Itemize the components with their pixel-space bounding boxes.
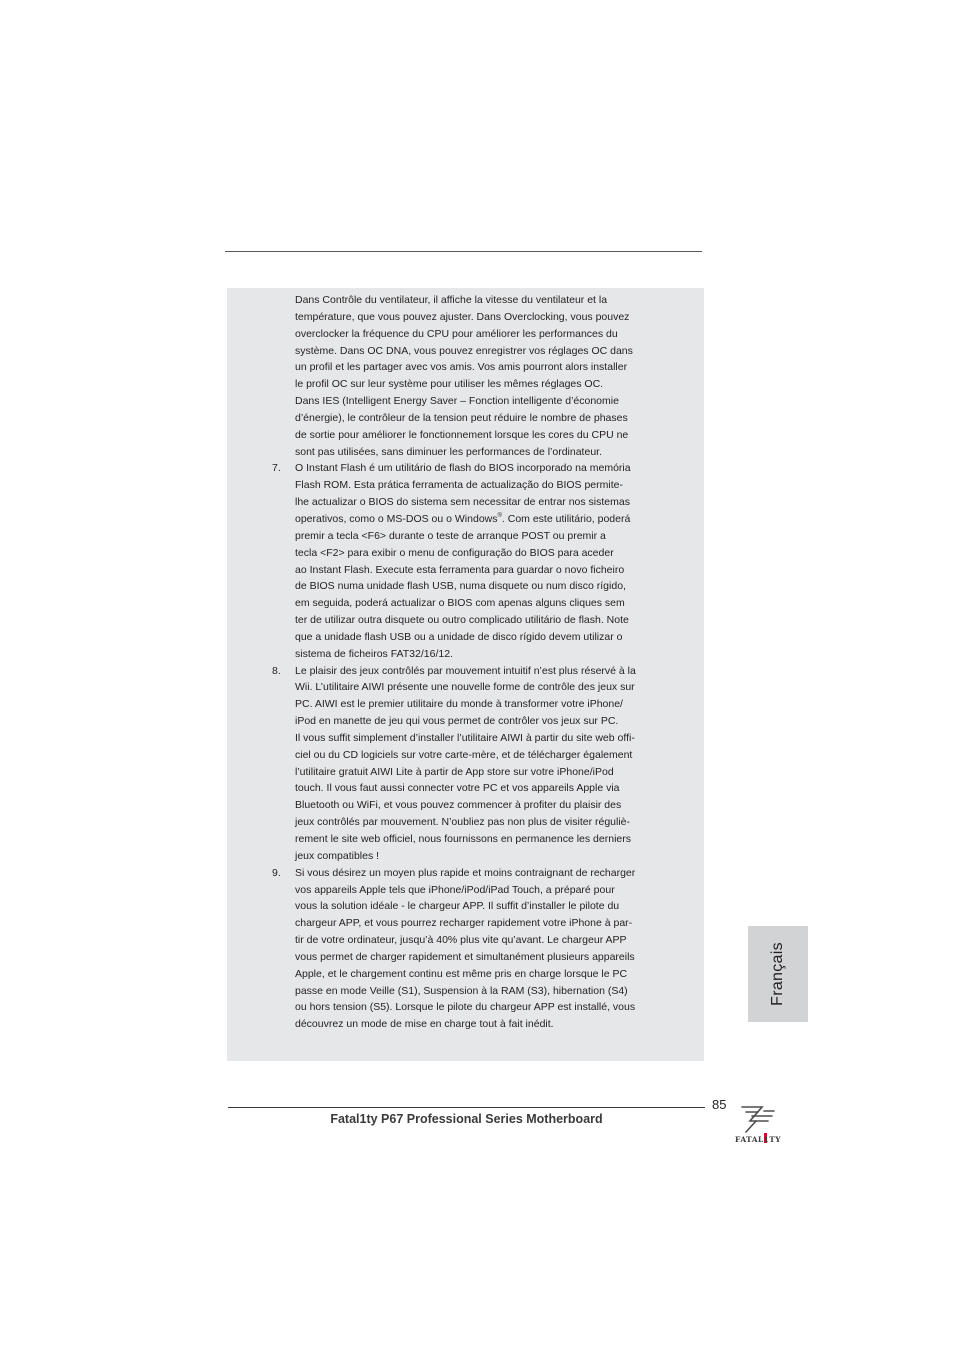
text-line: O Instant Flash é um utilitário de flash do BIOS incorporado na memória — [295, 462, 631, 475]
text-line: tir de votre ordinateur, jusqu’à 40% plus vite qu’avant. Le chargeur APP — [295, 934, 627, 947]
fatal1ty-logo-icon — [728, 1102, 788, 1146]
text-line: Dans IES (Intelligent Energy Saver – Fonction intelligente d’économie — [295, 395, 619, 408]
text-line: touch. Il vous faut aussi connecter votre PC et vos appareils Apple via — [295, 782, 620, 795]
text-segment: . Com este utilitário, poderá — [501, 512, 631, 525]
body-text — [227, 292, 704, 1033]
list-item-9 — [227, 865, 704, 1033]
text-line: que a unidade flash USB ou a unidade de disco rígido devem utilizar o — [295, 630, 623, 643]
page-number: 85 — [712, 1097, 727, 1112]
text-line: iPod en manette de jeu qui vous permet de contrôler vos jeux sur PC. — [295, 715, 619, 728]
list-number: 9. — [272, 866, 281, 879]
text-line: l’utilitaire gratuit AIWI Lite à partir de App store sur votre iPhone/iPod — [295, 765, 614, 778]
text-line: Apple, et le chargement continu est même pris en charge lorsque le PC — [295, 967, 628, 980]
text-line: découvrez un mode de mise en charge tout à fait inédit. — [295, 1018, 554, 1031]
footer-title: Fatal1ty P67 Professional Series Motherboard — [330, 1112, 603, 1126]
text-line: sistema de ficheiros FAT32/16/12. — [295, 647, 453, 660]
text-line: sont pas utilisées, sans diminuer les performances de l’ordinateur. — [295, 445, 602, 458]
text-line: un profil et les partager avec vos amis. Vos amis pourront alors installer — [295, 361, 628, 374]
text-line: jeux contrôlés par mouvement. N’oubliez pas non plus de visiter réguliè- — [295, 816, 631, 829]
text-line: Dans Contrôle du ventilateur, il affiche la vitesse du ventilateur et la — [295, 294, 608, 306]
text-line: le profil OC sur leur système pour utiliser les mêmes réglages OC. — [295, 378, 604, 391]
text-line: lhe actualizar o BIOS do sistema sem necessitar de entrar nos sistemas — [295, 496, 630, 509]
content-panel — [227, 288, 704, 1061]
text-line: système. Dans OC DNA, vous pouvez enregistrer vos réglages OC dans — [295, 344, 633, 357]
bottom-divider — [228, 1107, 705, 1108]
list-item-8 — [227, 663, 704, 865]
text-line: em seguida, poderá actualizar o BIOS com apenas alguns cliques sem — [295, 597, 625, 610]
text-line: Flash ROM. Esta prática ferramenta de actualização do BIOS permite- — [295, 479, 623, 492]
text-line: Si vous désirez un moyen plus rapide et moins contraignant de recharger — [295, 866, 636, 879]
list-number: 8. — [272, 664, 281, 677]
logo-stroke — [746, 1121, 756, 1132]
list-number: 7. — [272, 462, 281, 475]
text-line: vous permet de charger rapidement et simultanément plusieurs appareils — [295, 950, 635, 963]
language-tab-label: Français — [769, 942, 786, 1006]
language-tab — [748, 926, 808, 1022]
text-line: ter de utilizar outra disquete ou outro complicado utilitário de flash. Note — [295, 614, 629, 627]
text-line: passe en mode Veille (S1), Suspension à la RAM (S3), hibernation (S4) — [295, 984, 628, 997]
text-line: ao Instant Flash. Execute esta ferramenta para guardar o novo ficheiro — [295, 563, 625, 576]
list-item-7 — [227, 460, 704, 662]
text-line: chargeur APP, et vous pourrez recharger rapidement votre iPhone à par- — [295, 917, 633, 930]
text-line: de sortie pour améliorer le fonctionnement lorsque les cores du CPU ne — [295, 428, 629, 441]
text-line: premir a tecla <F6> durante o teste de arranque POST ou premir a — [295, 529, 606, 542]
logo-stroke — [742, 1107, 768, 1121]
registered-mark: ® — [497, 512, 502, 519]
text-line: température, que vous pouvez ajuster. Dans Overclocking, vous pouvez — [295, 310, 630, 323]
text-line: Wii. L’utilitaire AIWI présente une nouvelle forme de contrôle des jeux sur — [295, 681, 635, 694]
text-line: PC. AIWI est le premier utilitaire du monde à transformer votre iPhone/ — [295, 698, 623, 711]
text-line: tecla <F2> para exibir o menu de configuração do BIOS para aceder — [295, 546, 614, 559]
text-line: Il vous suffit simplement d’installer l’utilitaire AIWI à partir du site web offi- — [295, 731, 635, 744]
text-line: d’énergie), le contrôleur de la tension peut réduire le nombre de phases — [295, 411, 628, 424]
text-line: vos appareils Apple tels que iPhone/iPod/iPad Touch, a préparé pour — [295, 883, 615, 896]
text-line-windows — [295, 511, 704, 528]
text-line: jeux compatibles ! — [295, 849, 380, 862]
text-line: rement le site web officiel, nous fournissons en permanence les derniers — [295, 833, 631, 845]
text-line: de BIOS numa unidade flash USB, numa disquete ou num disco rígido, — [295, 580, 626, 593]
top-divider — [225, 251, 702, 252]
logo-wordmark: FATAL1TY — [735, 1135, 781, 1144]
text-segment: operativos, como o MS-DOS ou o Windows — [295, 512, 498, 525]
text-line: Le plaisir des jeux contrôlés par mouvement intuitif n’est plus réservé à la — [295, 664, 636, 677]
text-line: Bluetooth ou WiFi, et vous pouvez commencer à profiter du plaisir des — [295, 799, 622, 812]
text-line: ou hors tension (S5). Lorsque le pilote du chargeur APP est installé, vous — [295, 1001, 636, 1014]
paragraph-continuation — [227, 292, 704, 460]
text-line: ciel ou du CD logiciels sur votre carte-mère, et de télécharger également — [295, 748, 633, 761]
text-line: overclocker la fréquence du CPU pour améliorer les performances du — [295, 327, 618, 340]
text-line: vous la solution idéale - le chargeur APP. Il suffit d’installer le pilote du — [295, 900, 620, 913]
